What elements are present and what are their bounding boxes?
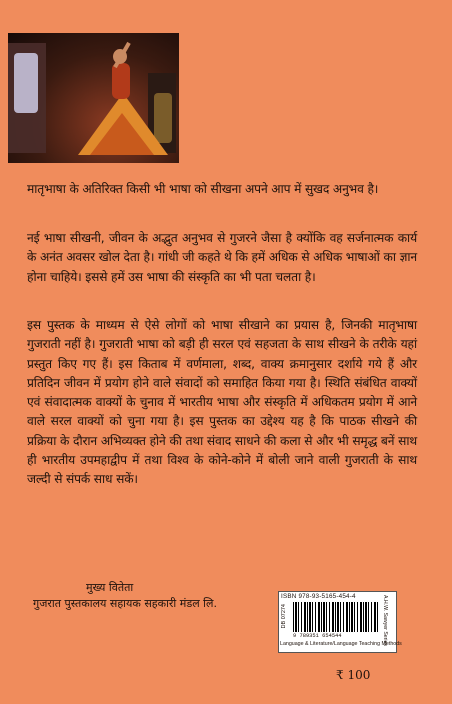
- photo-dancer-torso: [112, 63, 130, 99]
- barcode-bars: [293, 602, 379, 632]
- barcode-digits: 9 789351 654544: [293, 633, 342, 639]
- subject-caption: Language & Literature/Language Teaching Methods: [280, 641, 402, 647]
- series-label: A.H.W. Sawyer Series: [382, 595, 388, 647]
- paragraph-intro: मातृभाषा के अतिरिक्त किसी भी भाषा को सीखना अपने आप में सुखद अनुभव है।: [27, 182, 379, 196]
- photo-background-dress-left: [14, 53, 38, 113]
- garba-dancer-photo: [8, 33, 179, 163]
- photo-dancer-head: [113, 49, 127, 64]
- price-label: ₹ 100: [336, 668, 371, 682]
- paragraph-gandhi: नई भाषा सीखनी, जीवन के अद्भुत अनुभव से गुजरने जैसा है क्योंकि वह सर्जनात्मक कार्य के अनंत अवसर खोल देता है। गांधी जी कहते थे कि हमें अधिक से अधिक भाषाओं का ज्ञान होना चाहिये। इससे हमें उस भाषा की संस्कृति का भी पता चलता है।: [27, 231, 417, 284]
- isbn-number: ISBN 978-93-5165-454-4: [281, 593, 356, 600]
- photo-dancer-skirt-inner: [90, 113, 154, 155]
- stock-code: DB 07274: [281, 604, 287, 629]
- distributor-name: गुजरात पुस्तकालय सहायक सहकारी मंडल लि.: [33, 597, 217, 610]
- barcode-block: [278, 591, 402, 653]
- paragraph-purpose: इस पुस्तक के माध्यम से ऐसे लोगों को भाषा सीखाने का प्रयास है, जिनकी मातृभाषा गुजराती नहीं है। गुजराती भाषा को बड़ी ही सरल एवं सहजता के साथ सीखने के तरीके यहां प्रस्तुत किए गए हैं। इस किताब में वर्णमाला, शब्द, वाक्य क्रमानुसार दर्शाये गये हैं और प्रतिदिन जीवन में प्रयोग होने वाले संवादों को समाहित किया गया है। स्थिति संबंधित वाक्यों एवं संवादात्मक वाक्यों के चुनाव में भारतीय भाषा और संस्कृति में अधिकतम प्रयोग में आने वाले सरल वाक्यों को चुना गया है। इस पुस्तक का उद्देश्य यह है कि पाठक सीखने की प्रक्रिया के दौरान अभिव्यक्त होने की तथा संवाद साधने की कला से और भी समृद्ध बनें साथ ही भारतीय उपमहाद्वीप में तथा विश्व के कोने-कोने में बोली जाने वाली गुजराती के साथ जल्दी से संपर्क साध सकें।: [27, 318, 417, 487]
- distributor-label: मुख्य वितेता: [86, 581, 134, 594]
